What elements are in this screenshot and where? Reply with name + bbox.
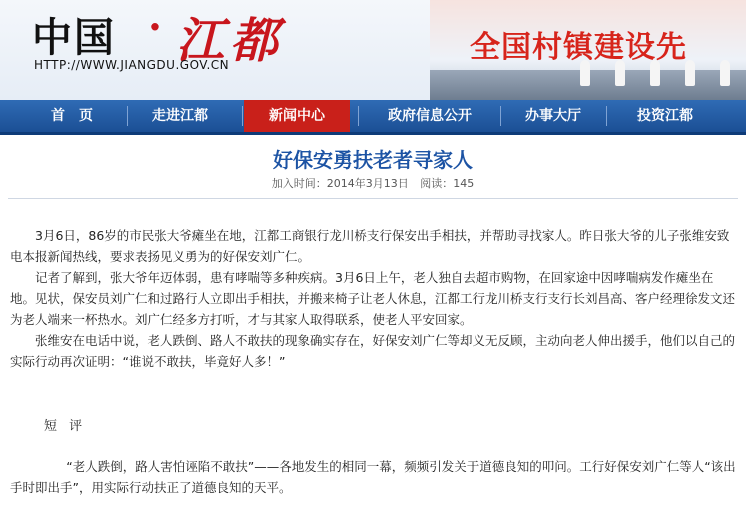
nav-item-gov-info[interactable]: 政府信息公开 — [388, 108, 472, 124]
article-paragraph: 记者了解到，张大爷年迈体弱，患有哮喘等多种疾病。3月6日上午，老人独自去超市购物，在回家途中因哮喘病发作瘫坐在地。见状，保安员刘广仁和过路行人立即出手相扶，并搬来椅子让老人休息，江都工行龙川桥支行支行长刘昌高、客户经理徐发文还为老人端来一杯热水。刘广仁经多方打听，才与其家人取得联系，使老人平安回家。 — [10, 270, 736, 327]
nav-item-news[interactable]: 新闻中心 — [244, 100, 350, 132]
nav-item-home[interactable]: 首 页 — [51, 108, 93, 124]
article-reads: 阅读：145 — [420, 177, 475, 190]
site-url[interactable]: HTTP://WWW.JIANGDU.GOV.CN — [34, 58, 230, 72]
logo-dot: · — [148, 4, 162, 51]
nav-separator — [242, 106, 243, 126]
article-paragraph: 3月6日，86岁的市民张大爷瘫坐在地，江都工商银行龙川桥支行保安出手相扶，并帮助寻找家人。昨日张大爷的儿子张维安致电本报新闻热线，要求表扬见义勇为的好保安刘广仁。 — [10, 228, 730, 264]
banner-figure — [720, 60, 730, 86]
nav-item-invest[interactable]: 投资江都 — [637, 108, 693, 124]
comment-body — [10, 456, 738, 498]
nav-separator — [500, 106, 501, 126]
article-title: 好保安勇扶老者寻家人 — [273, 148, 473, 172]
nav-separator — [606, 106, 607, 126]
article-body — [10, 225, 738, 372]
logo-zhongguo: 中国 — [32, 14, 116, 61]
nav-item-about[interactable]: 走进江都 — [152, 108, 208, 124]
nav-item-services[interactable]: 办事大厅 — [525, 108, 581, 124]
site-header — [0, 0, 746, 100]
comment-paragraph: “老人跌倒，路人害怕诬陷不敢扶”——各地发生的相同一幕，频频引发关于道德良知的叩问。工行好保安刘广仁等人“该出手时即出手”，用实际行动扶正了道德良知的天平。 — [10, 459, 736, 495]
nav-separator — [358, 106, 359, 126]
article-paragraph: 张维安在电话中说，老人跌倒、路人不敢扶的现象确实存在，好保安刘广仁等却义无反顾，主动向老人伸出援手，他们以自己的实际行动再次证明：“谁说不敢扶，毕竟好人多！” — [10, 333, 736, 369]
article-meta — [0, 175, 746, 191]
main-nav — [0, 100, 746, 135]
short-comment-heading: 短 评 — [44, 419, 87, 434]
logo-jiangdu: 江都 — [176, 13, 285, 69]
article-date: 加入时间：2014年3月13日 — [271, 177, 409, 190]
divider — [8, 198, 738, 199]
nav-separator — [127, 106, 128, 126]
banner-title: 全国村镇建设先 — [470, 30, 687, 65]
